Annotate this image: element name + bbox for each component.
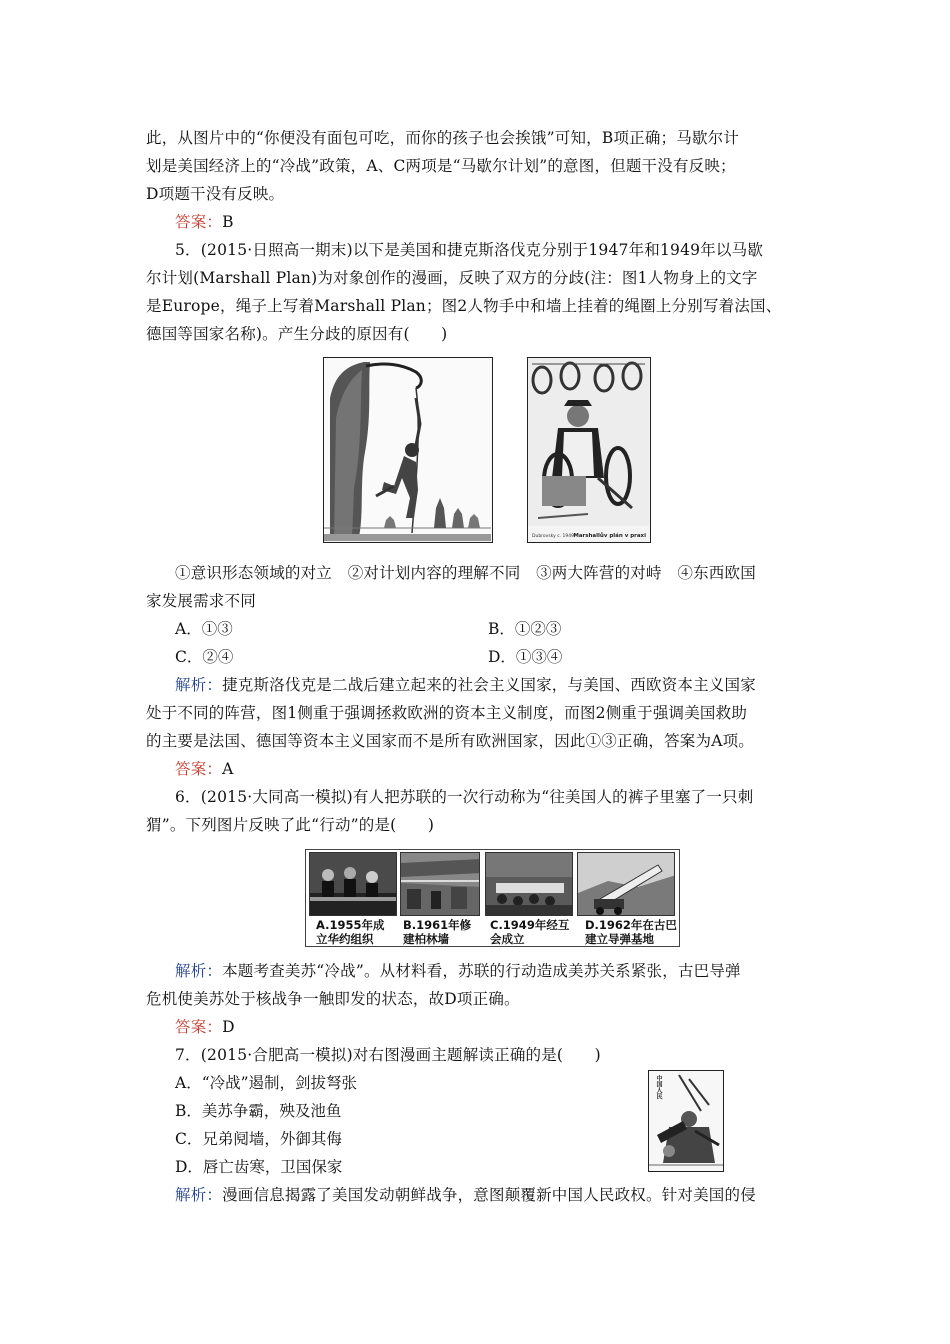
- question-5-line: 是Europe，绳子上写着Marshall Plan；图2人物手中和墙上挂着的绳圈上分别写着法国、: [146, 297, 782, 315]
- answer-label: 答案：: [175, 1018, 223, 1036]
- question-6-line: 6．(2015·大同高一模拟)有人把苏联的一次行动称为“往美国人的裤子里塞了一只刺: [175, 788, 754, 806]
- photo-b-drawing: [401, 853, 480, 916]
- answer-label: 答案：: [175, 760, 223, 778]
- answer-line: [175, 212, 234, 232]
- figure-2-caption: Marshallův plán v praxi: [573, 533, 646, 539]
- option-a: A．①③: [175, 620, 233, 638]
- option-c: C．兄弟阋墙，外御其侮: [175, 1130, 342, 1148]
- answer-label: 答案：: [175, 213, 223, 231]
- option-a: A．“冷战”遏制，剑拔弩张: [175, 1074, 358, 1092]
- photo-c: [485, 852, 573, 916]
- photo-b-caption: B.1961年修 建柏林墙: [403, 918, 472, 946]
- nooses-cartoon-drawing: [528, 358, 649, 526]
- option-c: C．②④: [175, 648, 234, 666]
- question-5-line: 尔计划(Marshall Plan)为对象创作的漫画，反映了双方的分歧(注：图1人物身上的文字: [146, 269, 758, 287]
- photo-a-drawing: [310, 853, 397, 916]
- photo-d-drawing: [578, 853, 675, 916]
- text-line: 此，从图片中的“你便没有面包可吃，而你的孩子也会挨饿”可知，B项正确；马歇尔计: [146, 129, 740, 147]
- figure-2-marshall-plan-v-praxi: [527, 357, 651, 543]
- figure-2-signature: Dubrovsky c. 1949: [532, 534, 575, 539]
- question-5-line: 德国等国家名称)。产生分歧的原因有( ): [146, 325, 448, 343]
- photo-c-caption: C.1949年经互 会成立: [490, 918, 570, 946]
- explanation-line: 的主要是法国、德国等资本主义国家而不是所有欧洲国家，因此①③正确，答案为A项。: [146, 732, 754, 750]
- explanation-label: 解析：: [175, 676, 223, 694]
- question-5-line: 5．(2015·日照高一期末)以下是美国和捷克斯洛伐克分别于1947年和1949年以马歇: [175, 241, 764, 259]
- text-line: 划是美国经济上的“冷战”政策，A、C两项是“马歇尔计划”的意图，但题干没有反映；: [146, 157, 736, 175]
- explanation-line: 解析：捷克斯洛伐克是二战后建立起来的社会主义国家，与美国、西欧资本主义国家: [175, 676, 756, 694]
- explanation-line: 危机使美苏处于核战争一触即发的状态，故D项正确。: [146, 990, 520, 1008]
- answer-value: D: [222, 1018, 235, 1036]
- photo-b: [400, 852, 480, 916]
- question-6-line: 猬”。下列图片反映了此“行动”的是( ): [146, 816, 435, 834]
- photo-d: [577, 852, 675, 916]
- explanation-label: 解析：: [175, 1186, 223, 1204]
- photo-d-caption: D.1962年在古巴 建立导弹基地: [585, 918, 677, 946]
- option-d: D．唇亡齿寒，卫国保家: [175, 1158, 343, 1176]
- question-7-cartoon: [648, 1070, 724, 1172]
- cartoon-vertical-text: 中国人民: [655, 1075, 662, 1099]
- answer-value: B: [222, 213, 234, 231]
- explanation-line: 解析：漫画信息揭露了美国发动朝鲜战争，意图颠覆新中国人民政权。针对美国的侵: [175, 1186, 756, 1204]
- answer-line: [175, 759, 234, 779]
- answer-value: A: [222, 760, 234, 778]
- photo-a-caption: A.1955年成 立华约组织: [316, 918, 385, 946]
- statements-line: 家发展需求不同: [146, 592, 256, 610]
- explanation-line: 解析：本题考查美苏“冷战”。从材料看，苏联的行动造成美苏关系紧张，古巴导弹: [175, 962, 741, 980]
- option-b: B．美苏争霸，殃及池鱼: [175, 1102, 342, 1120]
- explanation-line: 处于不同的阵营，图1侧重于强调拯救欧洲的资本主义制度，而图2侧重于强调美国救助: [146, 704, 748, 722]
- photo-a: [309, 852, 397, 916]
- photo-c-drawing: [486, 853, 573, 916]
- option-b: B．①②③: [488, 620, 562, 638]
- statements-line: ①意识形态领域的对立 ②对计划内容的理解不同 ③两大阵营的对峙 ④东西欧国: [175, 564, 756, 582]
- text-line: D项题干没有反映。: [146, 185, 285, 203]
- question-7-line: 7．(2015·合肥高一模拟)对右图漫画主题解读正确的是( ): [175, 1046, 601, 1064]
- climber-cartoon-drawing: [324, 358, 491, 541]
- answer-line: [175, 1017, 235, 1037]
- figure-1-marshall-plan-climber: [323, 357, 493, 543]
- option-d: D．①③④: [488, 648, 563, 666]
- explanation-label: 解析：: [175, 962, 223, 980]
